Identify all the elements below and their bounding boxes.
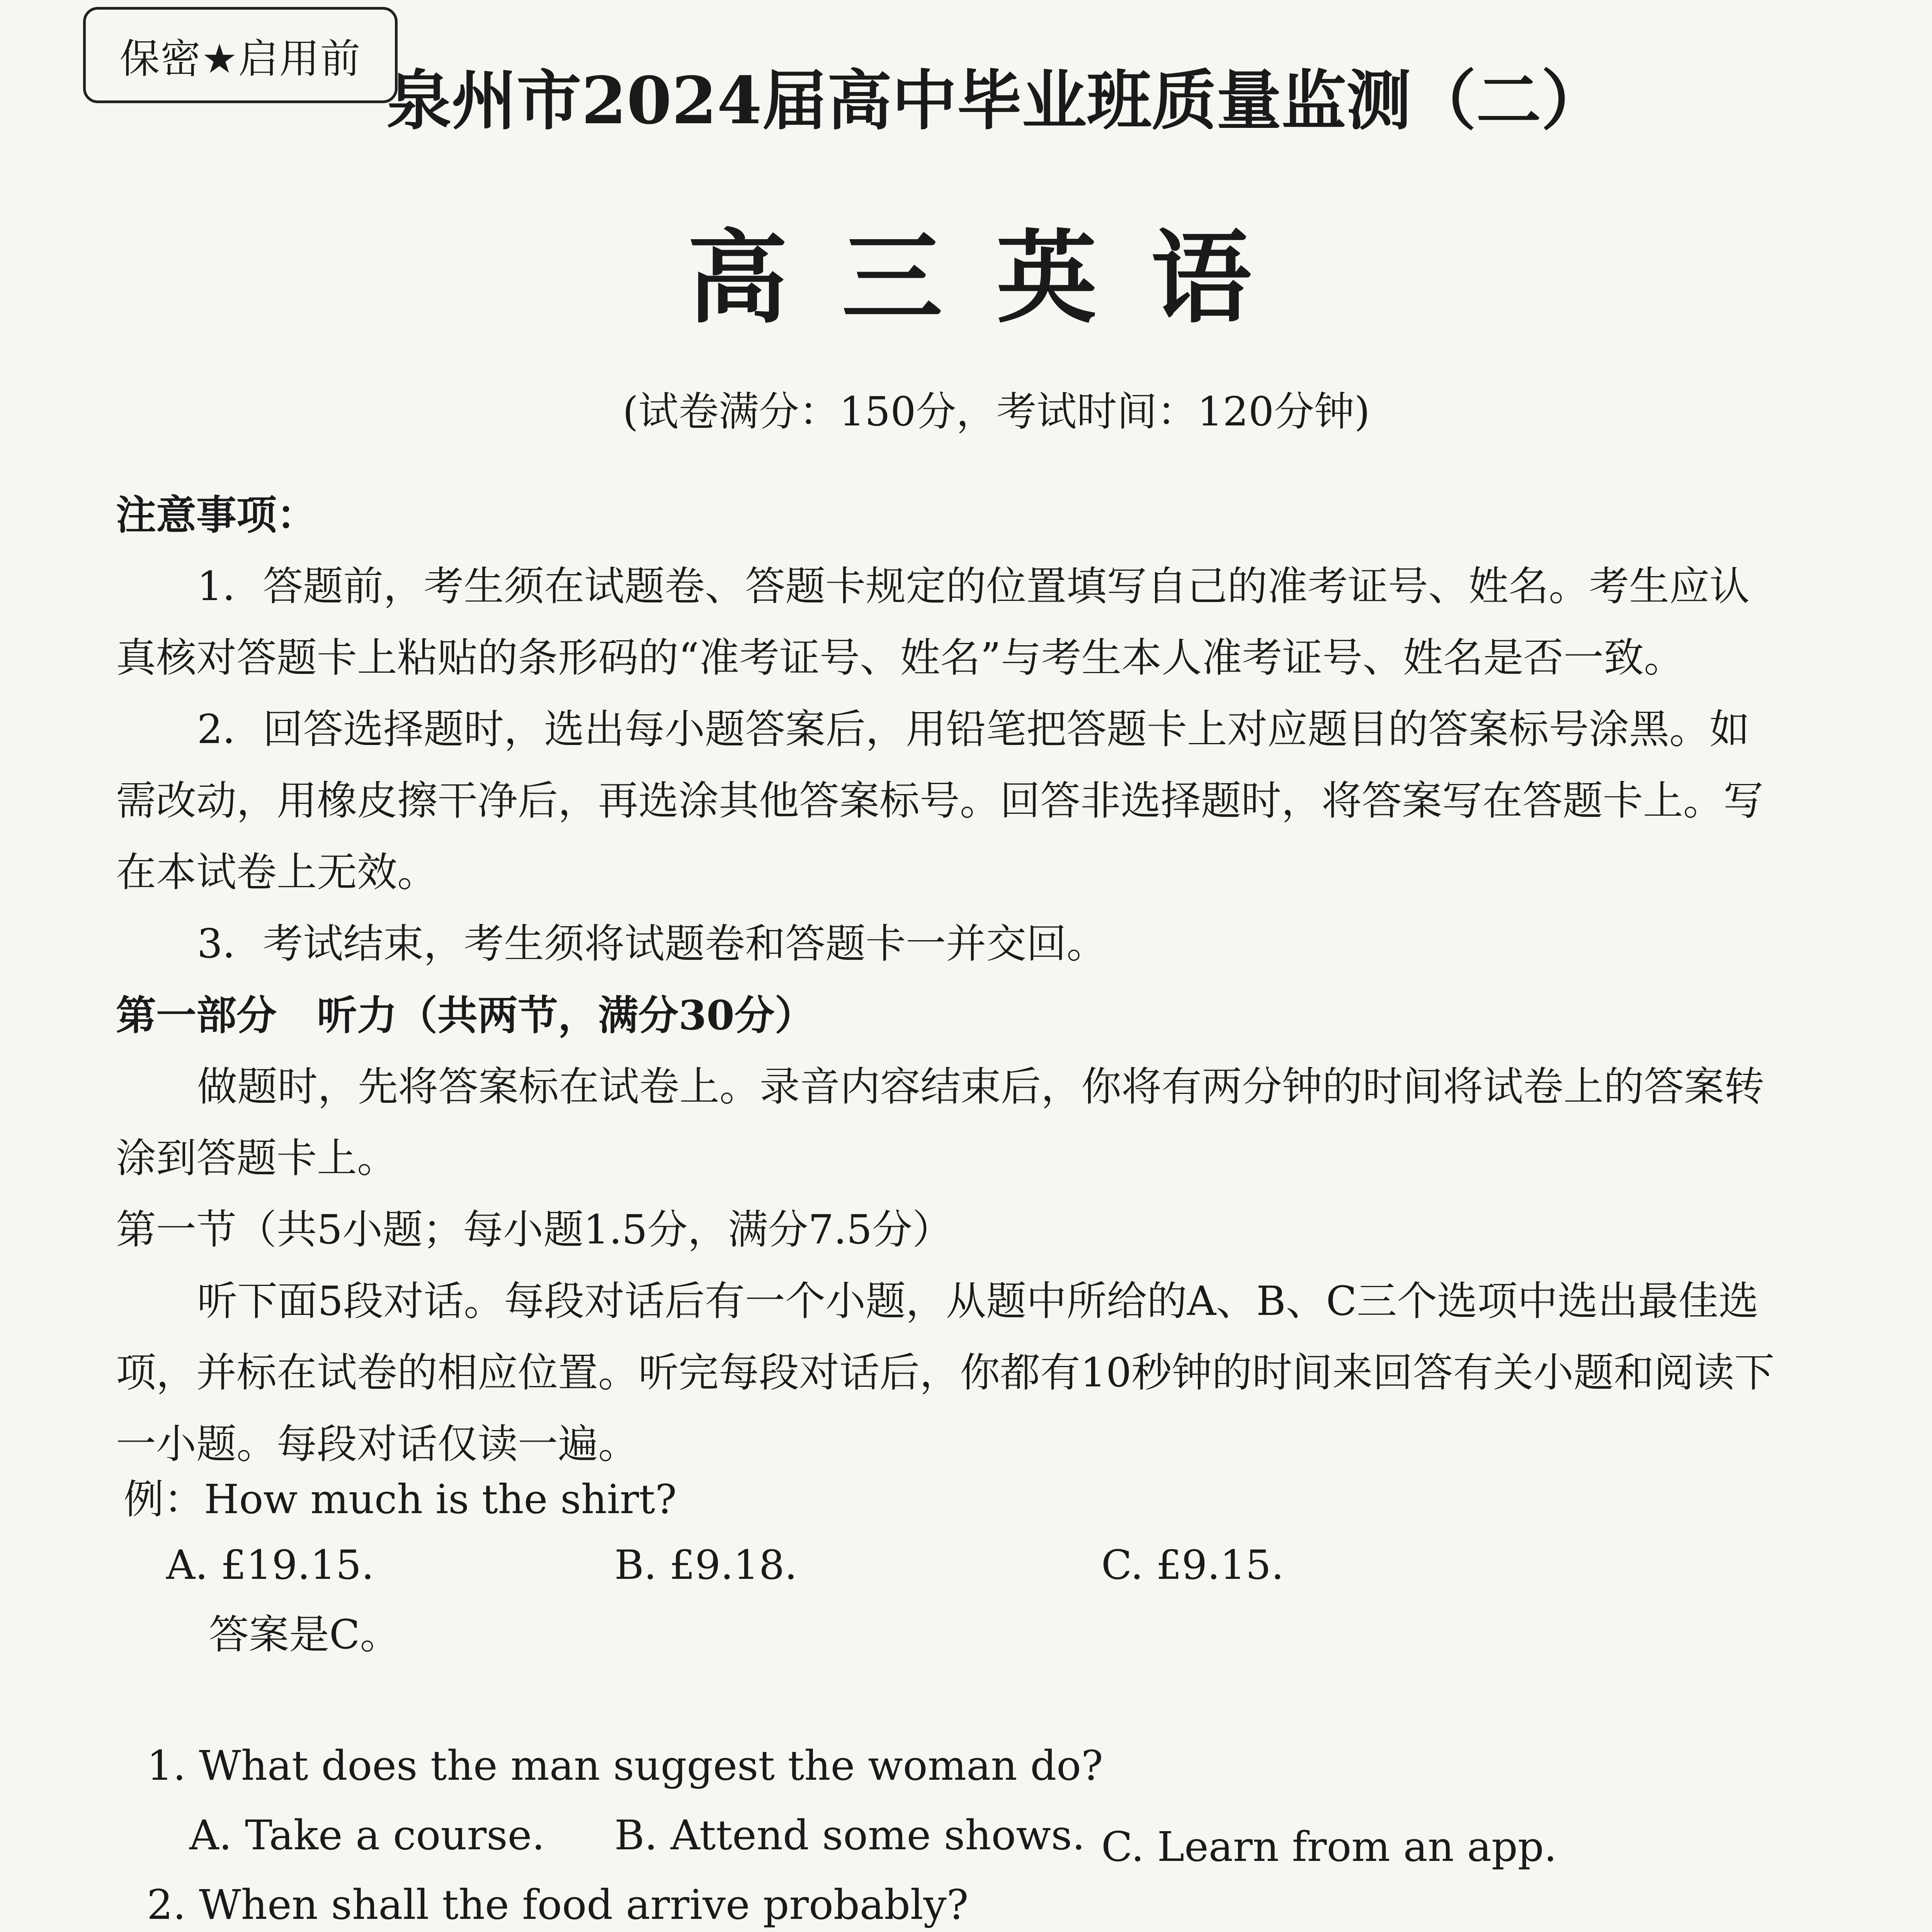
section1-instruction: 听下面5段对话。每段对话后有一个小题，从题中所给的A、B、C三个选项中选出最佳选项，并标在试卷的相应位置。听完每段对话后，你都有10秒钟的时间来回答有关小题和阅读下一小题。每段对话仅读一遍。 [116,1277,1775,1468]
example-option-c: C. £9.15. [1101,1541,1284,1588]
question-1-option-a: A. Take a course. [189,1811,545,1859]
question-1-option-c: C. Learn from an app. [1101,1823,1557,1871]
example-option-b: B. £9.18. [614,1541,798,1588]
note-item-2: 2．回答选择题时，选出每小题答案后，用铅笔把答题卡上对应题目的答案标号涂黑。如需改动，用橡皮擦干净后，再选涂其他答案标号。回答非选择题时，将答案写在答题卡上。写在本试卷上无效。 [116,706,1764,896]
exam-info: (试卷满分：150分，考试时间：120分钟) [622,388,1370,435]
part1-instruction: 做题时，先将答案标在试卷上。录音内容结束后，你将有两分钟的时间将试卷上的答案转涂到答题卡上。 [116,1063,1765,1182]
note-item-3: 3．考试结束，考生须将试题卷和答题卡一并交回。 [197,920,1107,967]
example-answer: 答案是C。 [209,1611,400,1658]
question-1: 1. What does the man suggest the woman do? [147,1742,1103,1789]
example-option-a: A. £19.15. [166,1541,374,1588]
subject-title: 高三英语 [687,219,1306,337]
section1-heading: 第一节（共5小题；每小题1.5分，满分7.5分） [116,1206,952,1253]
question-2: 2. When shall the food arrive probably? [147,1881,969,1929]
confidential-stamp: 保密★启用前 [83,7,398,103]
notes-heading: 注意事项： [116,491,317,539]
example-question: 例：How much is the shirt? [124,1476,677,1523]
question-1-option-b: B. Attend some shows. [614,1811,1085,1859]
part1-heading: 第一部分 听力（共两节，满分30分） [116,992,815,1039]
exam-title: 泉州市2024届高中毕业班质量监测（二） [386,62,1606,139]
note-item-1: 1．答题前，考生须在试题卷、答题卡规定的位置填写自己的准考证号、姓名。考生应认真核对答题卡上粘贴的条形码的“准考证号、姓名”与考生本人准考证号、姓名是否一致。 [116,563,1750,681]
